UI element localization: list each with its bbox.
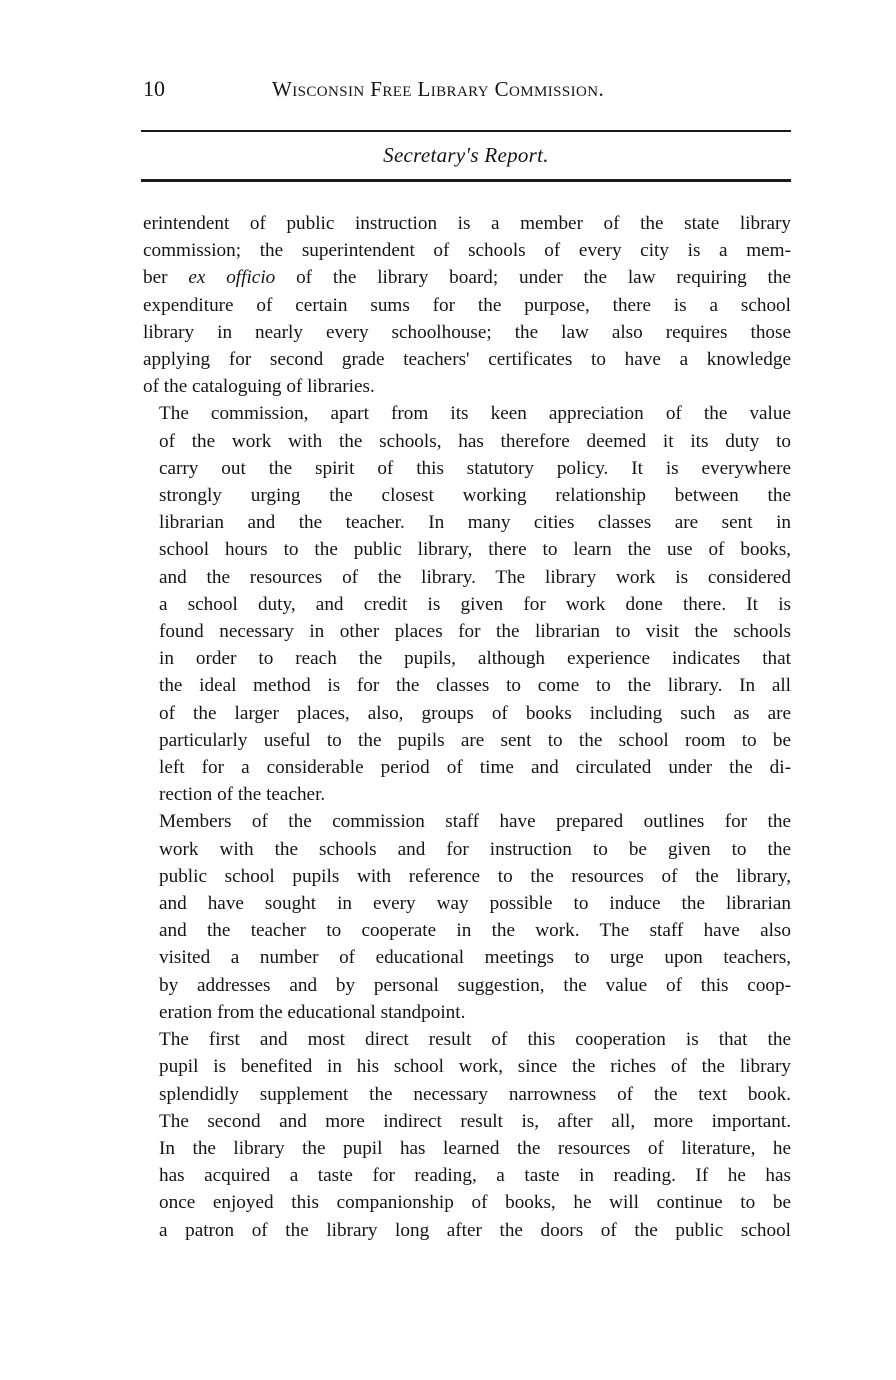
text-line: Members of the commission staff have prepared outlines for the [159,811,791,833]
text-line: of the larger places, also, groups of books including such as are [159,702,791,724]
text-line: in order to reach the pupils, although experience indicates that [159,648,791,670]
text-line: The commission, apart from its keen appreciation of the value [159,403,791,425]
text-line: particularly useful to the pupils are sent to the school room to be [159,729,791,751]
text-line: ber ex officio of the library board; under the law requiring the [143,267,791,289]
text-line: once enjoyed this companionship of books, he will continue to be [159,1192,791,1214]
text-line: commission; the superintendent of schools of every city is a mem- [143,240,791,262]
text-line: In the library the pupil has learned the resources of literature, he [159,1137,791,1159]
text-line: by addresses and by personal suggestion, the value of this coop- [159,974,791,996]
paragraph-4 [143,1026,791,1244]
text-line: left for a considerable period of time and circulated under the di- [159,757,791,779]
text-line: school hours to the public library, there to learn the use of books, [159,539,791,561]
text-line: a school duty, and credit is given for work done there. It is [159,593,791,615]
text-line: and the teacher to cooperate in the work. The staff have also [159,920,791,942]
text-line: The second and more indirect result is, after all, more important. [159,1110,791,1132]
text-line: found necessary in other places for the librarian to visit the schools [159,621,791,643]
text-line: applying for second grade teachers' certificates to have a knowledge [143,349,791,371]
running-head: Wisconsin Free Library Commission. [272,77,605,101]
text-line: of the cataloguing of libraries. [143,376,375,398]
header-rule-bottom [141,179,791,182]
text-line: public school pupils with reference to the resources of the library, [159,865,791,887]
paragraph-2 [143,400,791,808]
text-line: has acquired a taste for reading, a taste in reading. If he has [159,1165,791,1187]
text-line: librarian and the teacher. In many cities classes are sent in [159,512,791,534]
text-line: a patron of the library long after the doors of the public school [159,1219,791,1241]
text-line: eration from the educational standpoint. [159,1001,466,1023]
header-rule-top [141,130,791,132]
text-line: splendidly supplement the necessary narrowness of the text book. [159,1083,791,1105]
text-line: and have sought in every way possible to induce the librarian [159,893,791,915]
paragraph-1 [143,210,791,400]
text-line: of the work with the schools, has therefore deemed it its duty to [159,430,791,452]
body-text [143,210,791,1244]
text-line: carry out the spirit of this statutory policy. It is everywhere [159,457,791,479]
text-line: work with the schools and for instruction to be given to the [159,838,791,860]
text-line: the ideal method is for the classes to come to the library. In all [159,675,791,697]
text-line: rection of the teacher. [159,784,326,806]
text-line: pupil is benefited in his school work, since the riches of the library [159,1056,791,1078]
page-number: 10 [143,76,165,101]
text-line: and the resources of the library. The library work is considered [159,566,791,588]
paragraph-3 [143,808,791,1026]
section-title: Secretary's Report. [383,143,549,167]
text-line: erintendent of public instruction is a member of the state library [143,213,791,234]
text-line: The first and most direct result of this cooperation is that the [159,1029,791,1051]
text-line: expenditure of certain sums for the purpose, there is a school [143,294,791,316]
text-line: visited a number of educational meetings to urge upon teachers, [159,947,791,969]
text-line: library in nearly every schoolhouse; the law also requires those [143,321,791,343]
latin-phrase: ex officio [188,267,276,289]
text-line: strongly urging the closest working relationship between the [159,485,791,507]
